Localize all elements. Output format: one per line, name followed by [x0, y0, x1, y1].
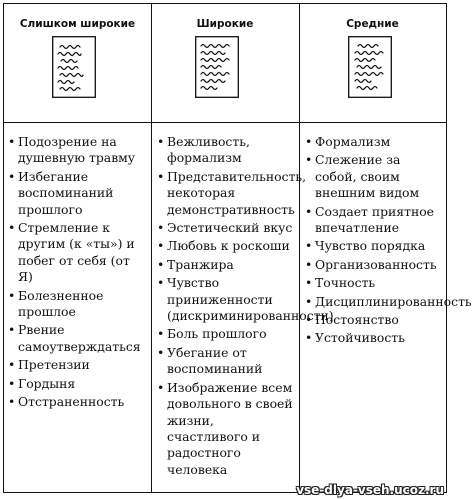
list-item: • Постоянство — [305, 312, 445, 328]
list-item: • Убегание от воспоминаний — [157, 345, 296, 378]
traits-medium — [305, 134, 472, 349]
list-item: • Претензии — [8, 357, 147, 373]
list-item: • Любовь к роскоши — [157, 238, 296, 254]
heading-medium: Средние — [346, 18, 399, 30]
column-divider — [151, 4, 152, 492]
list-item: • Дисциплинированность — [305, 294, 445, 310]
handwriting-sample-medium — [348, 36, 392, 98]
list-item: • Эстетический вкус — [157, 220, 296, 236]
handwriting-sample-wide — [195, 36, 239, 98]
list-item: • Чувство порядка — [305, 238, 445, 254]
list-item: • Боль прошлого — [157, 326, 296, 342]
list-item: • Подозрение на душевную травму — [8, 134, 147, 167]
list-item: • Формализм — [305, 134, 445, 150]
watermark: vse-dlya-vseh.ucoz.ru — [296, 483, 444, 497]
list-item: • Болезненное прошлое — [8, 288, 147, 321]
list-item: • Представительность, некоторая демонстративность — [157, 169, 296, 218]
traits-too-wide — [8, 134, 147, 413]
list-item: • Создает приятное впечатление — [305, 204, 445, 237]
comparison-table — [3, 3, 472, 493]
traits-wide — [157, 134, 334, 480]
list-item: • Слежение за собой, своим внешним видом — [305, 152, 445, 201]
list-item: • Транжира — [157, 257, 296, 273]
list-item: • Стремление к другим (к «ты») и побег от себя (от Я) — [8, 220, 147, 286]
list-item: • Точность — [305, 275, 445, 291]
list-item: • Вежливость, формализм — [157, 134, 296, 167]
list-item: • Гордыня — [8, 376, 147, 392]
list-item: • Отстраненность — [8, 394, 147, 410]
list-item: • Чувство приниженности (дискриминированности) — [157, 275, 296, 324]
heading-too-wide: Слишком широкие — [19, 18, 136, 30]
list-item: • Изображение всем довольного в своей жизни, счастливого и радостного человека — [157, 380, 296, 478]
list-item: • Устойчивость — [305, 330, 445, 346]
heading-wide: Широкие — [196, 18, 254, 30]
handwriting-sample-too-wide — [52, 36, 96, 98]
column-divider — [299, 4, 300, 492]
list-item: • Рвение самоутверждаться — [8, 322, 147, 355]
list-item: • Организованность — [305, 257, 445, 273]
header-divider — [4, 122, 446, 123]
list-item: • Избегание воспоминаний прошлого — [8, 169, 147, 218]
